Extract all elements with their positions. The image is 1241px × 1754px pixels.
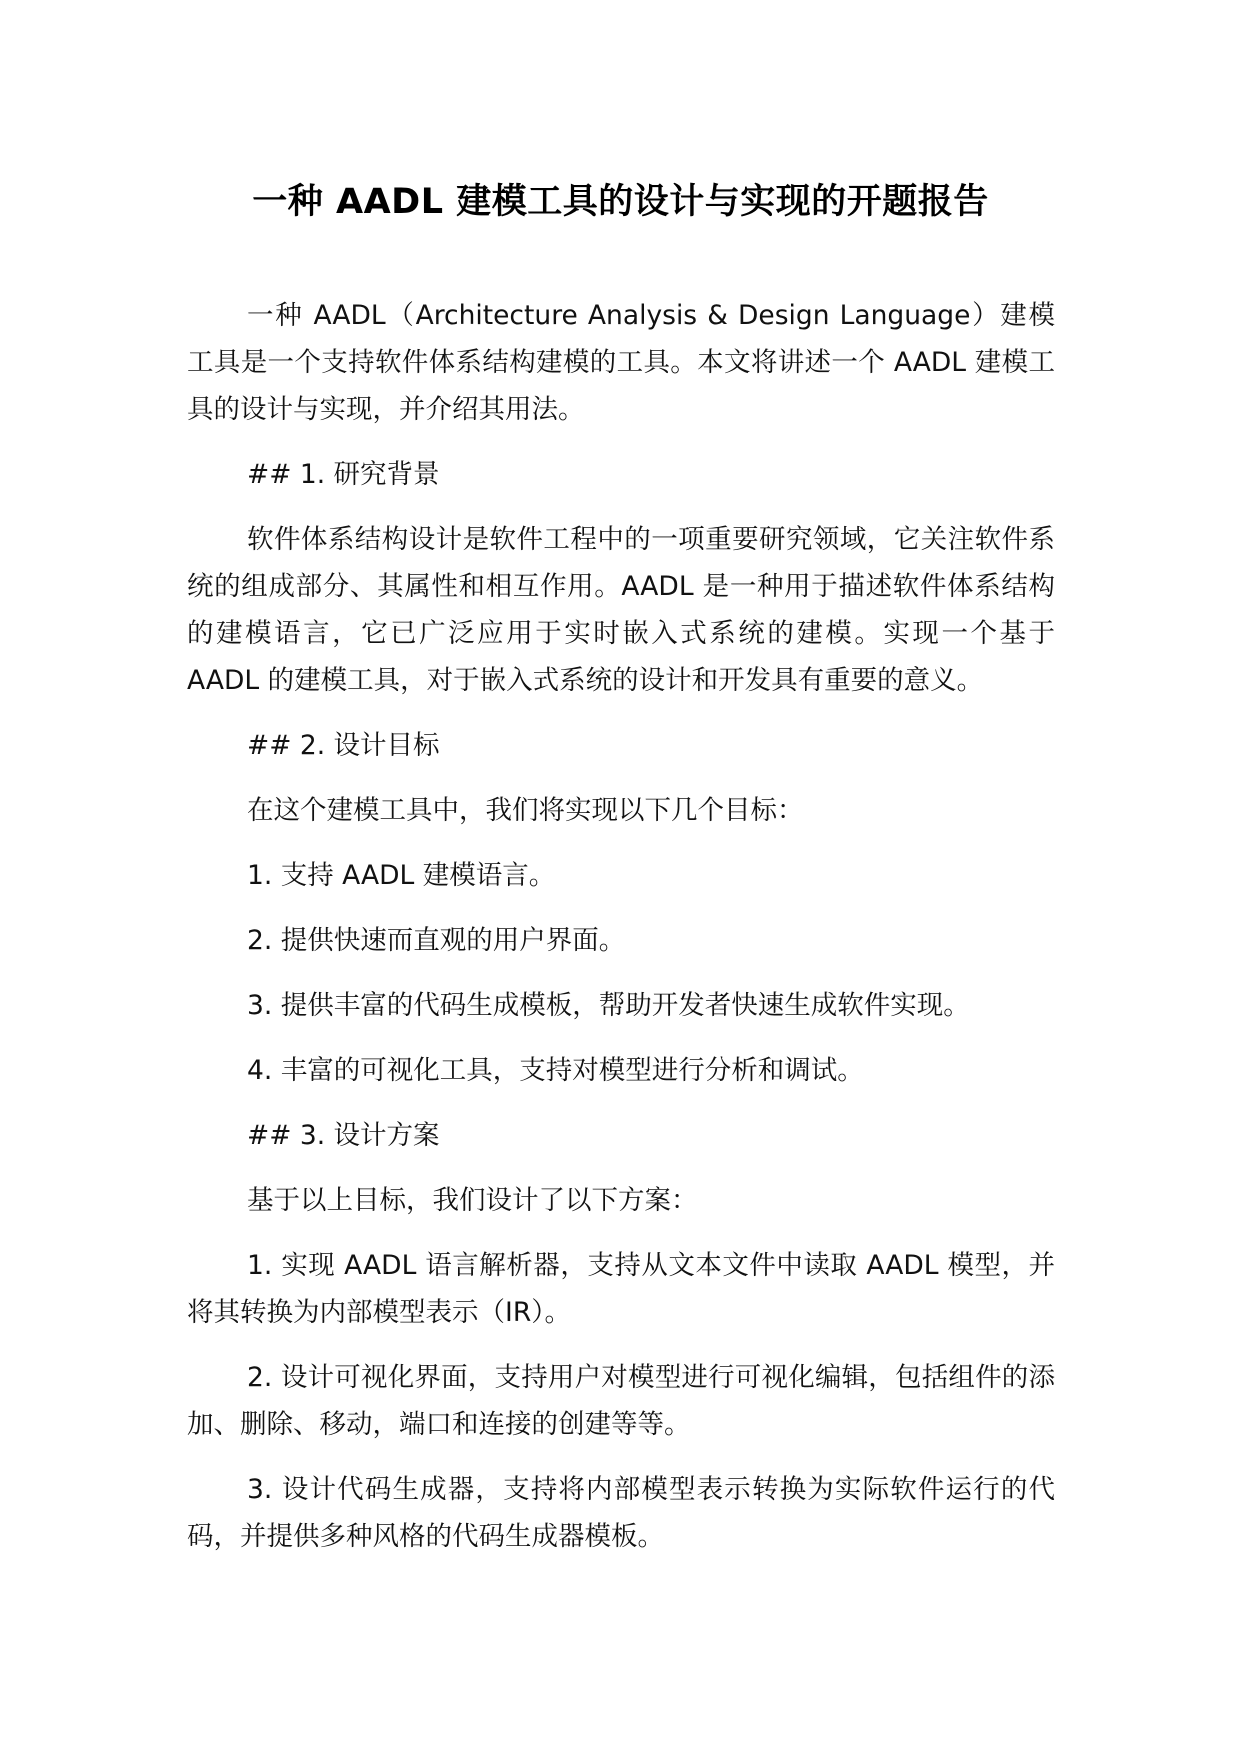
intro-paragraph: 一种 AADL（Architecture Analysis & Design Language）建模工具是一个支持软件体系结构建模的工具。本文将讲述一个 AADL 建模工具的设计与实现，并介绍其用法。 bbox=[187, 300, 1055, 425]
design-intro-paragraph: 基于以上目标，我们设计了以下方案： bbox=[247, 1185, 698, 1216]
goal-item: 4. 丰富的可视化工具，支持对模型进行分析和调试。 bbox=[247, 1055, 864, 1086]
goal-item: 3. 提供丰富的代码生成模板，帮助开发者快速生成软件实现。 bbox=[247, 990, 970, 1021]
section-heading-background: ## 1. 研究背景 bbox=[247, 459, 440, 490]
design-item: 2. 设计可视化界面，支持用户对模型进行可视化编辑，包括组件的添加、删除、移动，端口和连接的创建等等。 bbox=[187, 1362, 1055, 1440]
document-body bbox=[187, 292, 1055, 1578]
section-heading-goals: ## 2. 设计目标 bbox=[247, 730, 440, 761]
section-heading-design: ## 3. 设计方案 bbox=[247, 1120, 440, 1151]
goals-intro-paragraph: 在这个建模工具中，我们将实现以下几个目标： bbox=[247, 795, 804, 826]
design-item: 3. 设计代码生成器，支持将内部模型表示转换为实际软件运行的代码，并提供多种风格的代码生成器模板。 bbox=[187, 1474, 1055, 1552]
design-item: 1. 实现 AADL 语言解析器，支持从文本文件中读取 AADL 模型，并将其转换为内部模型表示（IR）。 bbox=[187, 1250, 1055, 1328]
document-title: 一种 AADL 建模工具的设计与实现的开题报告 bbox=[252, 182, 989, 222]
goal-item: 2. 提供快速而直观的用户界面。 bbox=[247, 925, 626, 956]
goal-item: 1. 支持 AADL 建模语言。 bbox=[247, 860, 556, 891]
background-paragraph: 软件体系结构设计是软件工程中的一项重要研究领域，它关注软件系统的组成部分、其属性和相互作用。AADL 是一种用于描述软件体系结构的建模语言，它已广泛应用于实时嵌入式系统的建模。实现一个基于 AADL 的建模工具，对于嵌入式系统的设计和开发具有重要的意义。 bbox=[187, 524, 1055, 696]
